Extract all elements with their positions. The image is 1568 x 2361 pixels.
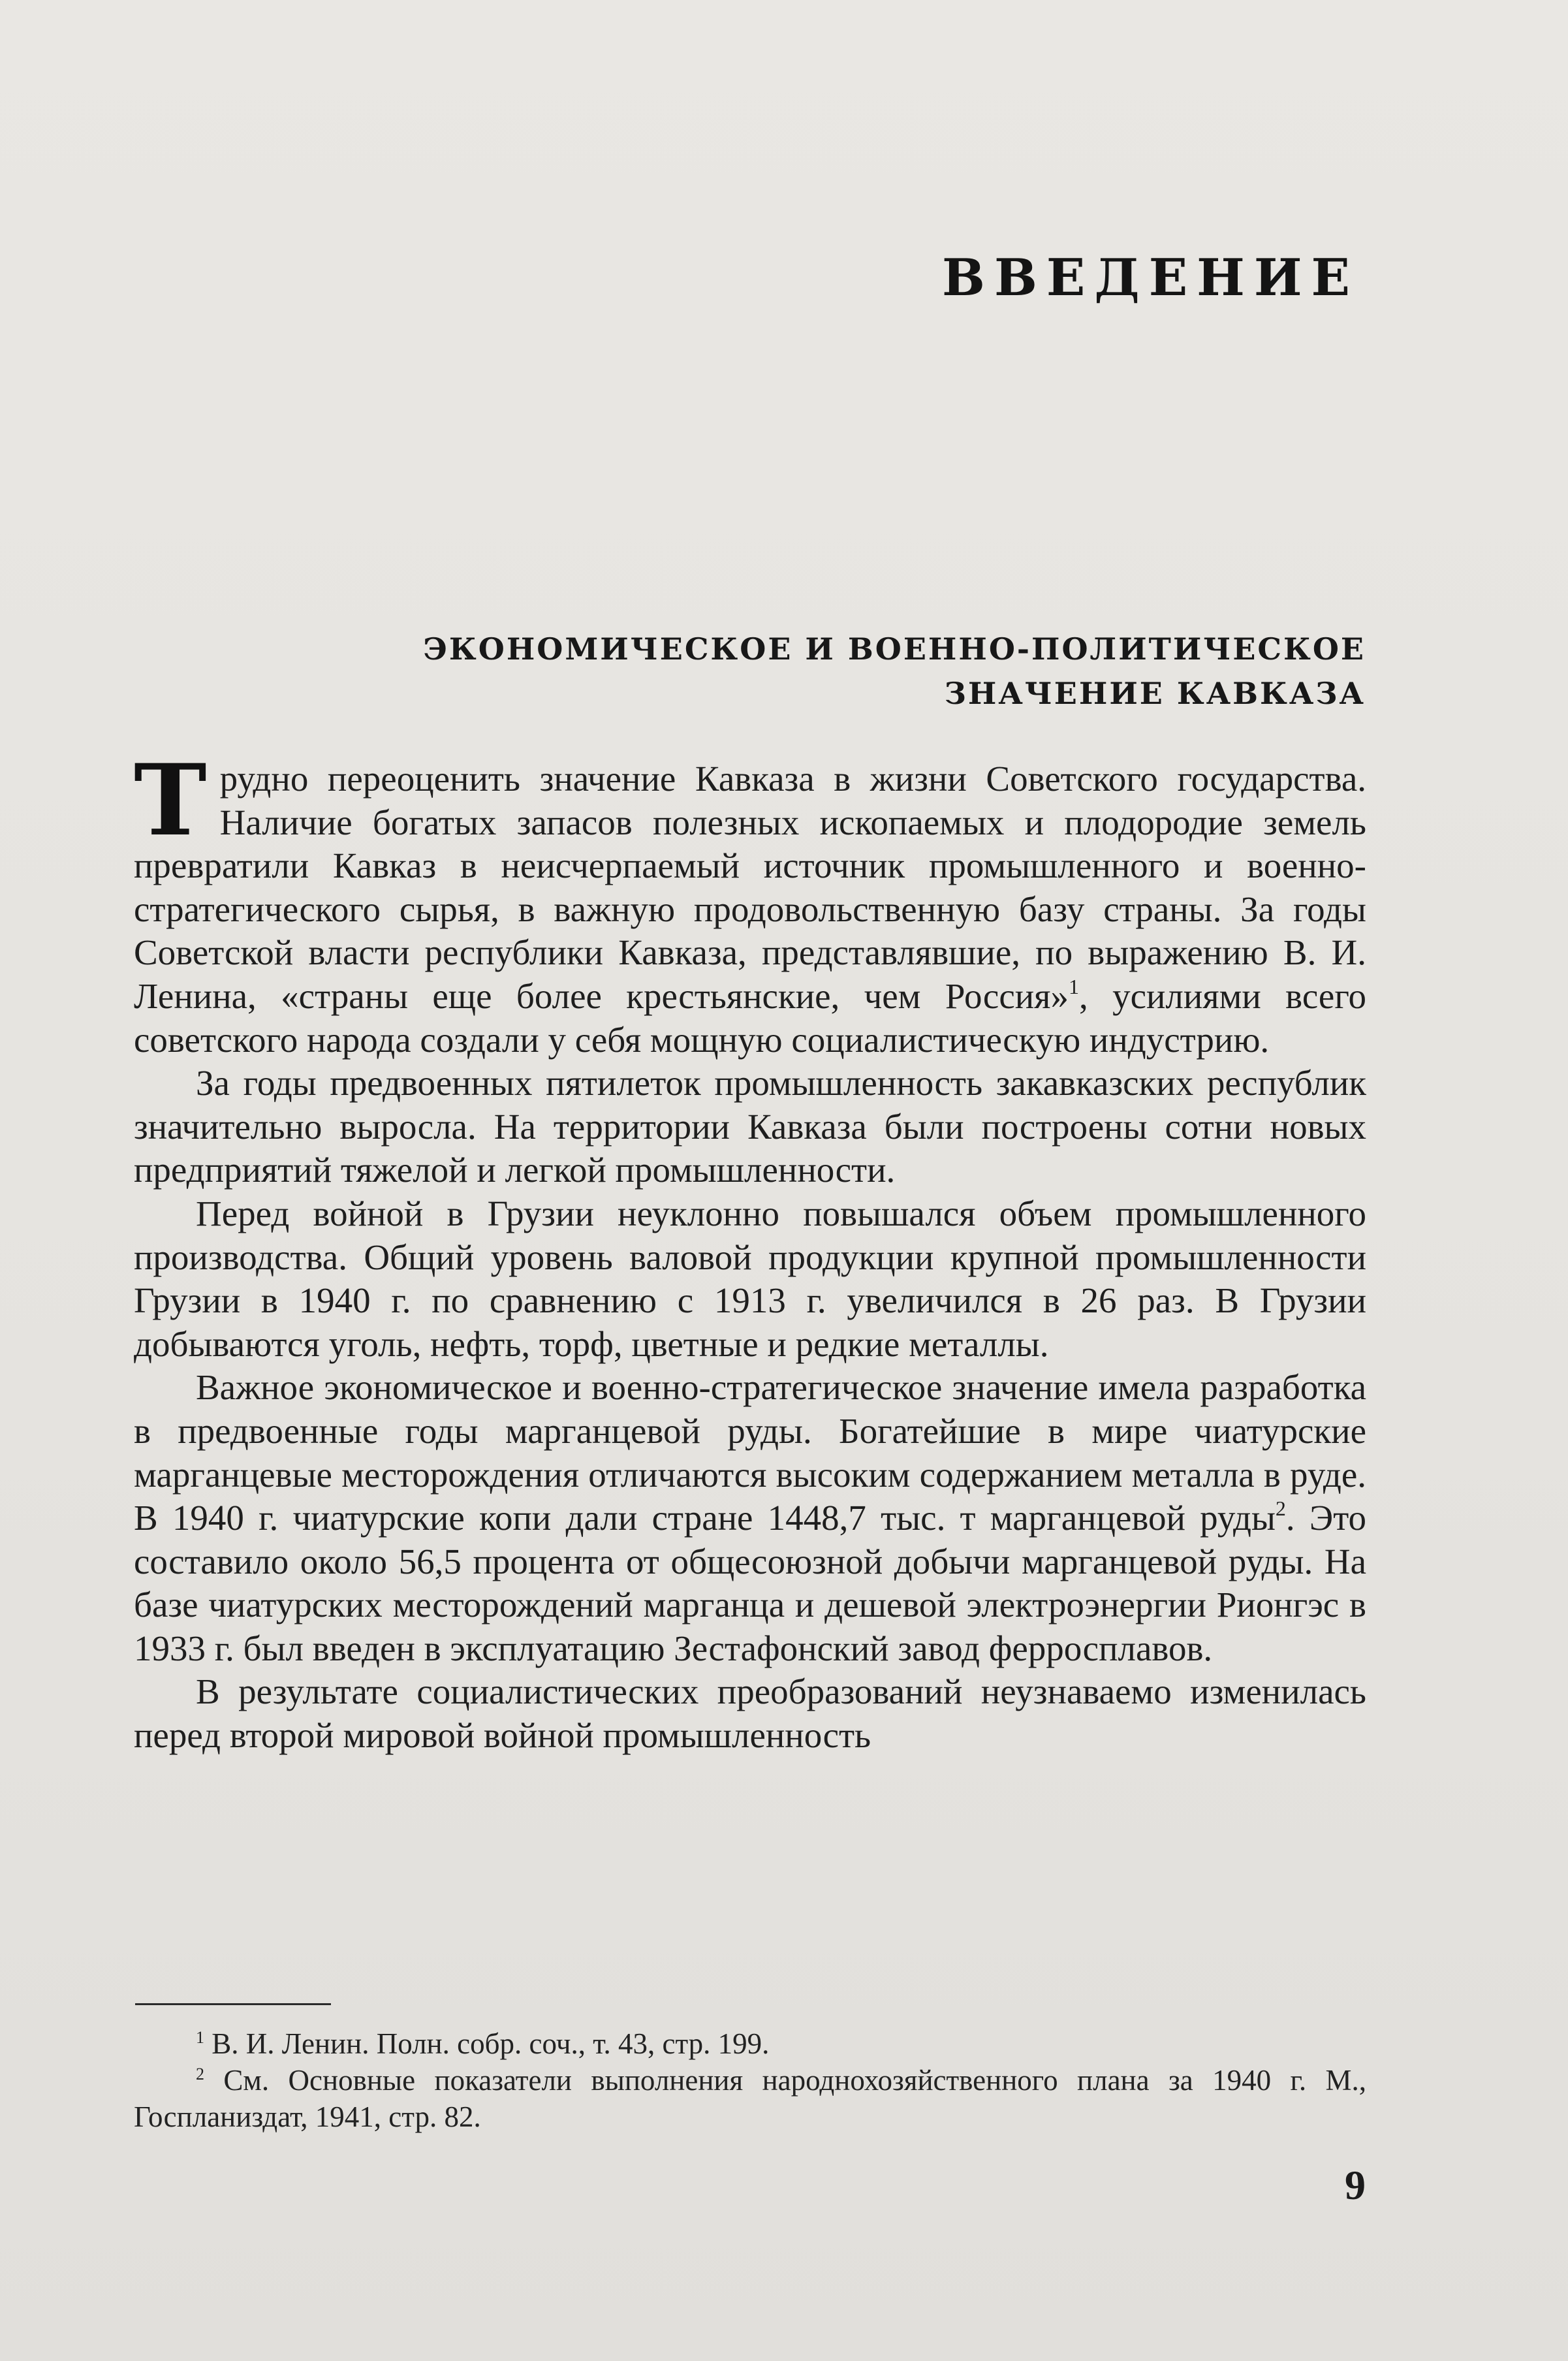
paragraph-1 <box>134 743 1367 1062</box>
page-number: 9 <box>1345 2162 1366 2208</box>
footnote-1 <box>134 2025 1366 2062</box>
footnotes <box>134 2025 1366 2135</box>
footnote-divider <box>135 2003 331 2005</box>
footnote-2 <box>134 2062 1366 2135</box>
footnote-ref-2: 2 <box>1275 1497 1286 1521</box>
paragraph-1-text-a: рудно переоценить значение Кавказа в жизни Советского государства. Наличие богатых запасов полезных ископаемых и плодородие земель превратили Кавказ в неисчерпаемый источник промышленного и военно-стратегического сырья, в важную продовольственную базу страны. За годы Советской власти республики Кавказа, представлявшие, по выражению В. И. Ленина, «страны еще более крестьянские, чем Россия» <box>134 759 1366 1016</box>
footnote-mark-2: 2 <box>196 2065 204 2084</box>
footnote-2-text: См. Основные показатели выполнения народнохозяйственного плана за 1940 г. М., Госпланиздат, 1941, стр. 82. <box>134 2064 1367 2133</box>
drop-cap: Т <box>134 743 207 858</box>
footnote-1-text: В. И. Ленин. Полн. собр. соч., т. 43, стр. 199. <box>212 2027 770 2060</box>
footnote-mark-1: 1 <box>196 2028 204 2047</box>
section-heading-line-1: ЭКОНОМИЧЕСКОЕ И ВОЕННО-ПОЛИТИЧЕСКОЕ <box>423 631 1366 667</box>
chapter-title: ВВЕДЕНИЕ <box>942 248 1359 308</box>
paragraph-5: В результате социалистических преобразований неузнаваемо изменилась перед второй мировой войной промышленность <box>134 1672 1366 1756</box>
paragraph-4-text-a: Важное экономическое и военно-стратегическое значение имела разработка в предвоенные годы марганцевой руды. Богатейшие в мире чиатурские марганцевые месторождения отличаются высоким содержанием металла в руде. В 1940 г. чиатурские копи дали стране 1448,7 тыс. т марганцевой руды <box>134 1367 1366 1538</box>
paragraph-4-text-b: . Это составило около 56,5 процента от общесоюзной добычи марганцевой руды. На базе чиатурских месторождений марганца и дешевой электроэнергии Рионгэс в 1933 г. был введен в эксплуатацию Зестафонский завод ферросплавов. <box>134 1498 1367 1668</box>
body-text <box>134 743 1367 1758</box>
paragraph-3: Перед войной в Грузии неуклонно повышался объем промышленного производства. Общий уровень валовой продукции крупной промышленности Грузии в 1940 г. по сравнению с 1913 г. увеличился в 26 раз. В Грузии добываются уголь, нефть, торф, цветные и редкие металлы. <box>134 1193 1366 1364</box>
paragraph-2: За годы предвоенных пятилеток промышленность закавказских республик значительно выросла. На территории Кавказа были построены сотни новых предприятий тяжелой и легкой промышленности. <box>134 1063 1366 1190</box>
paragraph-4 <box>134 1366 1366 1670</box>
paragraph-1-text-b: , усилиями всего советского народа создали у себя мощную социалистическую индустрию. <box>134 975 1367 1060</box>
footnote-ref-1: 1 <box>1068 974 1079 998</box>
section-heading <box>386 627 1366 716</box>
section-heading-line-2: ЗНАЧЕНИЕ КАВКАЗА <box>944 676 1366 711</box>
